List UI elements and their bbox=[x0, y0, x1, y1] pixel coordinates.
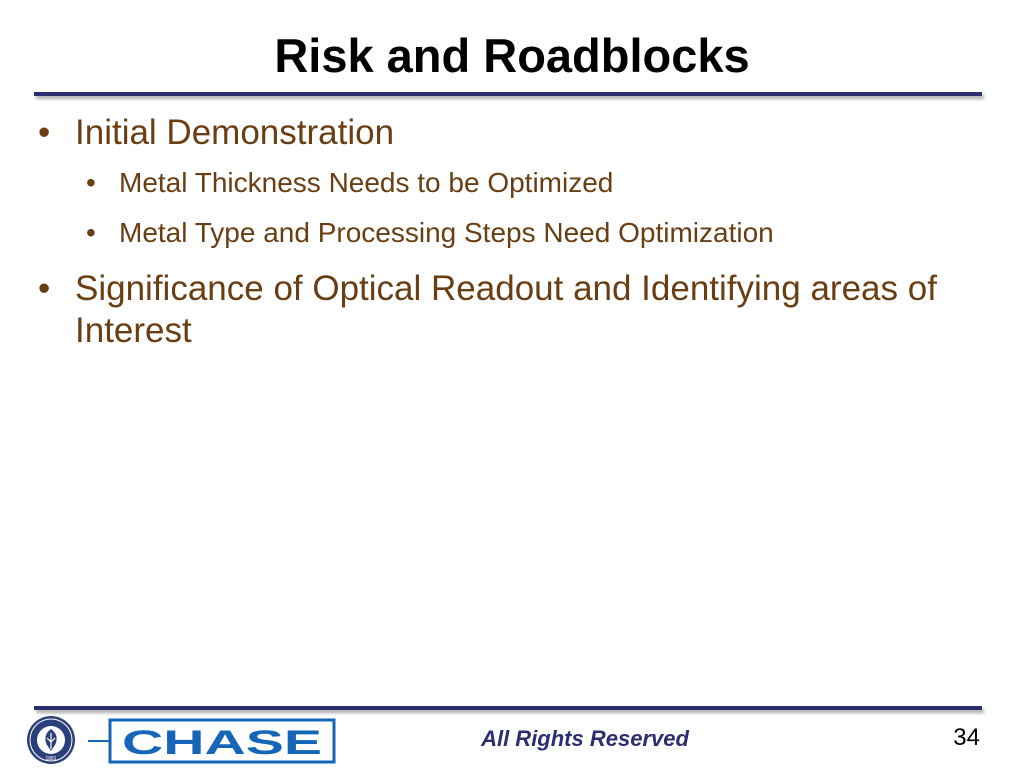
bullet-dot: • bbox=[86, 167, 96, 198]
bullet-list bbox=[34, 112, 954, 352]
bullet-text: Metal Thickness Needs to be Optimized bbox=[119, 167, 614, 198]
bullet-text: Significance of Optical Readout and Identifying areas of Interest bbox=[75, 269, 937, 350]
page-number: 34 bbox=[953, 724, 980, 751]
university-seal-icon bbox=[26, 715, 76, 765]
bullet-item bbox=[34, 268, 954, 352]
bullet-text: Initial Demonstration bbox=[75, 113, 395, 152]
slide-title: Risk and Roadblocks bbox=[274, 29, 750, 82]
footer-divider bbox=[34, 706, 982, 710]
title-divider bbox=[34, 92, 982, 96]
sub-bullet-item bbox=[34, 216, 954, 250]
bullet-dot: • bbox=[86, 217, 96, 248]
bullet-dot: • bbox=[38, 269, 51, 308]
bullet-item bbox=[34, 112, 954, 154]
chase-logo-text: CHASE bbox=[122, 724, 322, 762]
sub-bullet-item bbox=[34, 166, 954, 200]
seal-year: 1881 bbox=[45, 756, 57, 762]
bullet-text: Metal Type and Processing Steps Need Optimization bbox=[119, 217, 774, 248]
bullet-dot: • bbox=[38, 113, 51, 152]
chase-logo bbox=[88, 718, 336, 764]
footer-rights: All Rights Reserved bbox=[481, 726, 689, 751]
